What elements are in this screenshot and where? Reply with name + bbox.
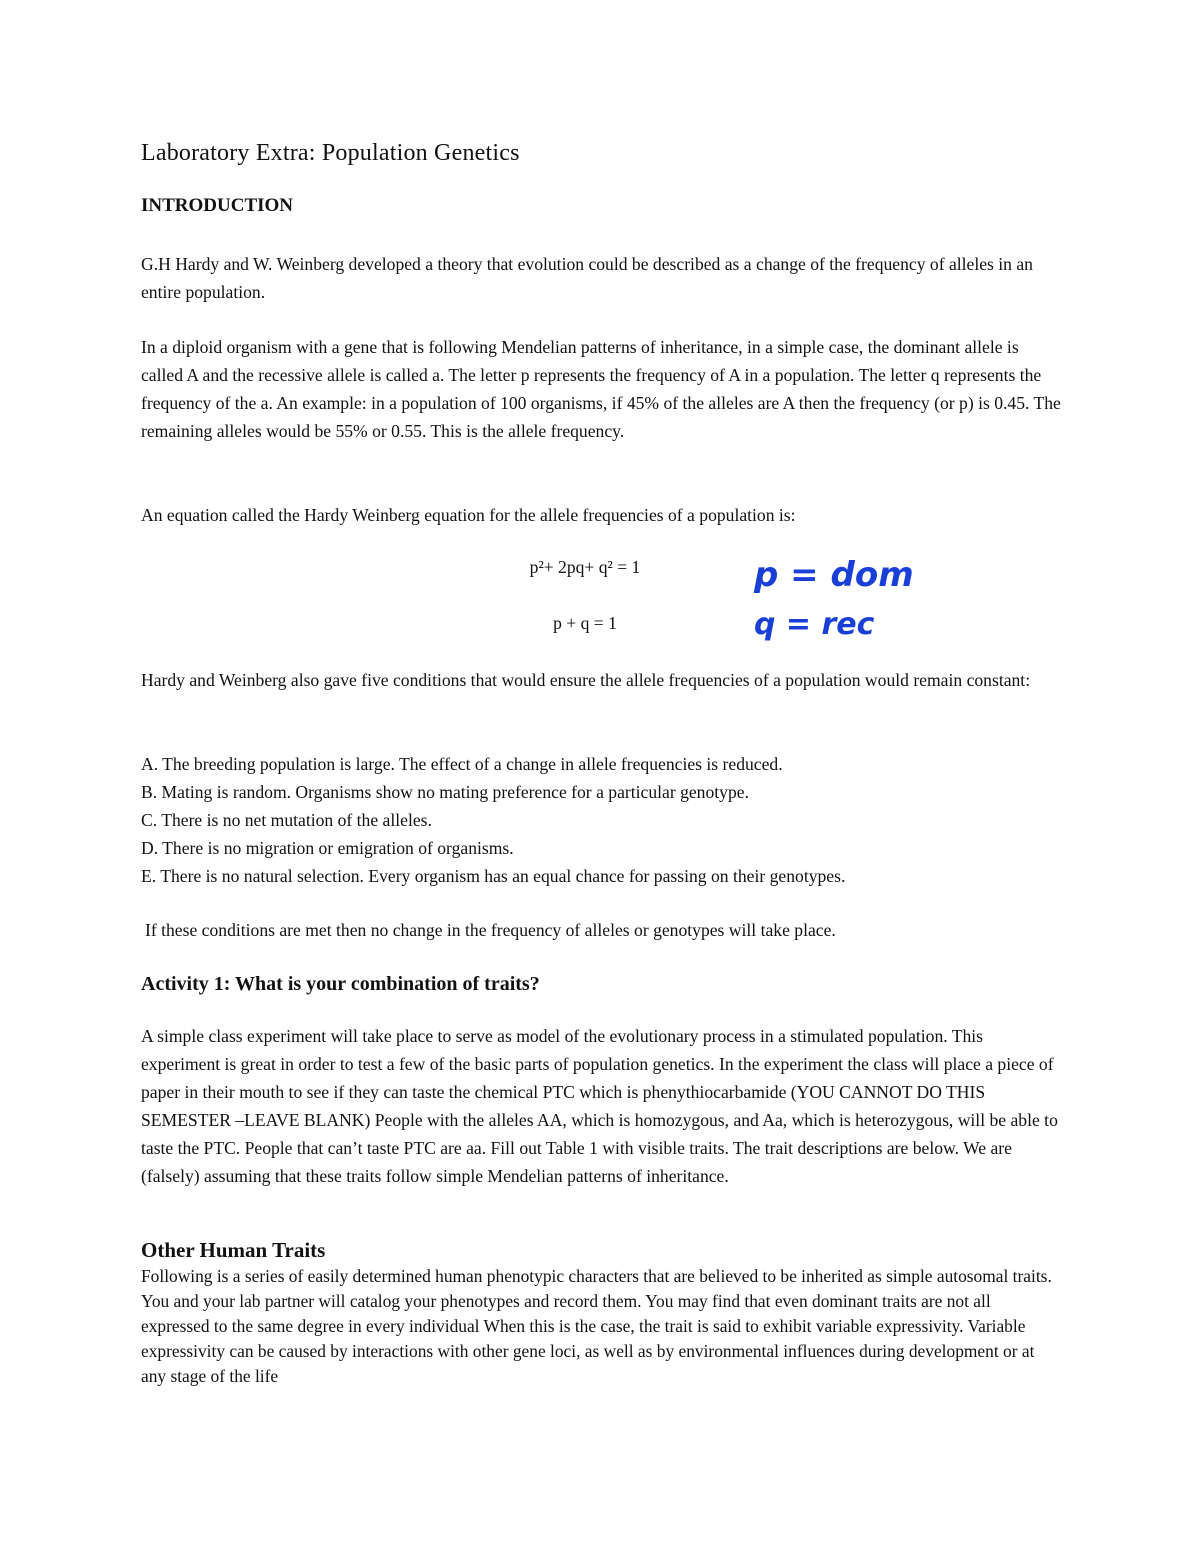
condition-item-c: C. There is no net mutation of the alleles. [141, 810, 432, 830]
paragraph-equation-intro: An equation called the Hardy Weinberg equation for the allele frequencies of a population is: [141, 505, 796, 525]
other-human-traits-heading: Other Human Traits [141, 1238, 326, 1262]
condition-item-d: D. There is no migration or emigration of organisms. [141, 838, 514, 858]
introduction-heading: INTRODUCTION [141, 195, 294, 216]
paragraph-class-experiment: A simple class experiment will take place to serve as model of the evolutionary process in a stimulated population. This experiment is great in order to test a few of the basic parts of population genetics. In the experiment the class will place a piece of paper in their mouth to see if they can taste the chemical PTC which is phenythiocarbamide (YOU CANNOT DO THIS SEMESTER –LEAVE BLANK) People with the alleles AA, which is homozygous, and Aa, which is heterozygous, will be able to taste the PTC. People that can’t taste PTC are aa. Fill out Table 1 with visible traits. The trait descriptions are below. We are (falsely) assuming that these traits follow simple Mendelian patterns of inheritance. [141, 1026, 1058, 1186]
paragraph-allele-frequency: In a diploid organism with a gene that is following Mendelian patterns of inheritance, in a simple case, the dominant allele is called A and the recessive allele is called a. The letter p represents the frequency of A in a population. The letter q represents the frequency of the a. An example: in a population of 100 organisms, if 45% of the alleles are A then the frequency (or p) is 0.45. The remaining alleles would be 55% or 0.55. This is the allele frequency. [141, 337, 1061, 441]
paragraph-hardy-weinberg-theory: G.H Hardy and W. Weinberg developed a theory that evolution could be described as a change of the frequency of alleles in an entire population. [141, 254, 1033, 302]
condition-item-e: E. There is no natural selection. Every organism has an equal chance for passing on their genotypes. [141, 866, 846, 886]
handwritten-note-p: p = dom [754, 555, 914, 595]
conditions-list [141, 750, 1061, 890]
equation-hardy-weinberg: p²+ 2pq+ q² = 1 [529, 557, 641, 577]
handwritten-note-q: q = rec [754, 607, 875, 642]
paragraph-conditions-conclusion: If these conditions are met then no change in the frequency of alleles or genotypes will take place. [145, 920, 836, 940]
condition-item-b: B. Mating is random. Organisms show no mating preference for a particular genotype. [141, 782, 749, 802]
paragraph-phenotypic-characters: Following is a series of easily determined human phenotypic characters that are believed to be inherited as simple autosomal traits. You and your lab partner will catalog your phenotypes and record them. You may find that even dominant traits are not all expressed to the same degree in every individual When this is the case, the trait is said to exhibit variable expressivity. Variable expressivity can be caused by interactions with other gene loci, as well as by environmental influences during development or at any stage of the life [141, 1266, 1052, 1386]
activity-1-heading: Activity 1: What is your combination of traits? [141, 973, 540, 995]
document-title: Laboratory Extra: Population Genetics [141, 140, 520, 166]
equation-allele-sum: p + q = 1 [553, 613, 617, 633]
condition-item-a: A. The breeding population is large. The effect of a change in allele frequencies is reduced. [141, 754, 783, 774]
paragraph-five-conditions-intro: Hardy and Weinberg also gave five conditions that would ensure the allele frequencies of a population would remain constant: [141, 670, 1031, 690]
handwritten-notes [740, 548, 940, 658]
